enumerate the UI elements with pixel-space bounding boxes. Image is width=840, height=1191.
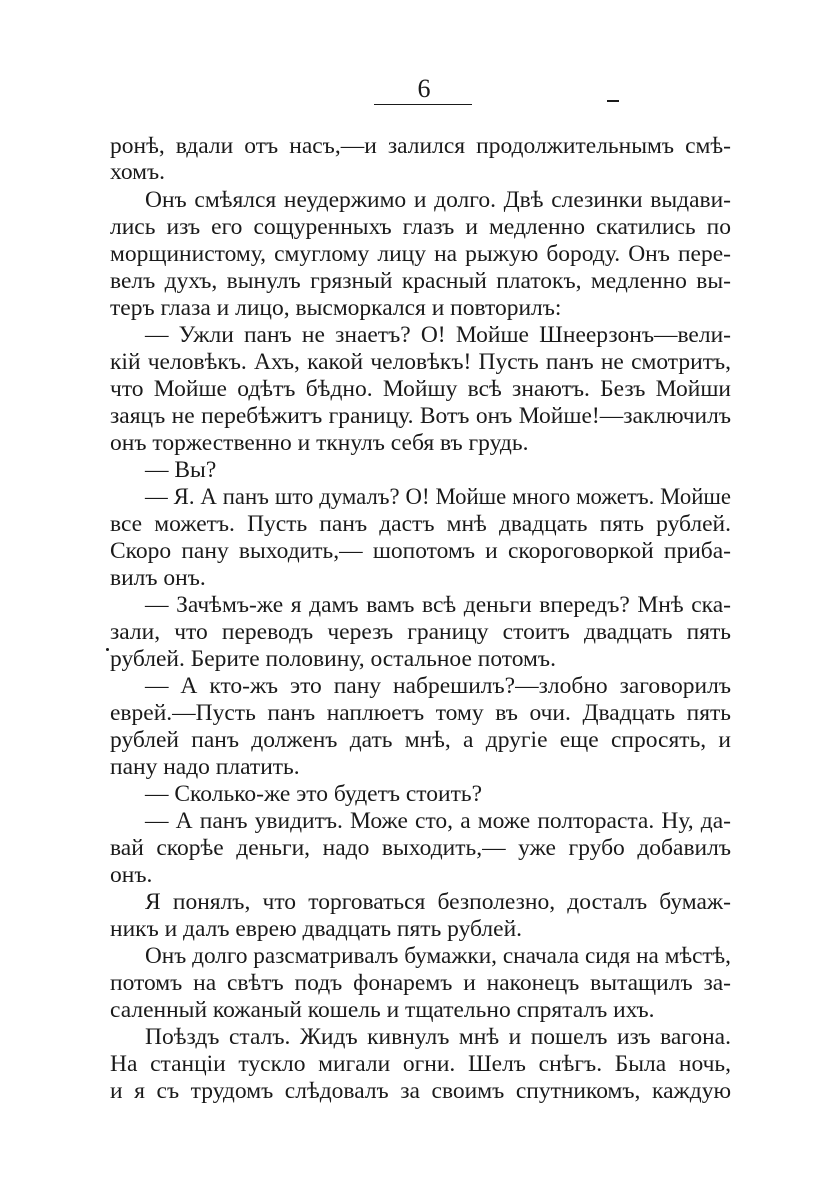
text-line: рублей. Берите половину, остальное потомъ.	[110, 646, 556, 672]
text-line: пану надо платить.	[110, 754, 300, 780]
text-line: еврей.—Пусть панъ наплюетъ тому въ очи. Двадцать пять	[110, 700, 731, 726]
text-line: хомъ.	[110, 159, 166, 185]
text-line: онъ.	[110, 862, 153, 888]
text-line: заяцъ не перебѣжитъ границу. Вотъ онъ Мойше!—заключилъ	[110, 403, 731, 429]
text-line: ронѣ, вдали отъ насъ,—и залился продолжительнымъ смѣ-	[110, 133, 731, 159]
page-number: 6	[417, 74, 431, 103]
text-line: кій человѣкъ. Ахъ, какой человѣкъ! Пусть панъ не смотритъ,	[110, 349, 731, 375]
text-line: онъ торжественно и ткнулъ себя въ грудь.	[110, 430, 529, 456]
text-line: — А панъ увидитъ. Може сто, а може полтораста. Ну, да-	[145, 808, 731, 834]
text-line: Онъ долго разсматривалъ бумажки, сначала сидя на мѣстѣ,	[145, 943, 731, 969]
text-line: Онъ смѣялся неудержимо и долго. Двѣ слезинки выдави-	[145, 187, 731, 213]
text-line: — Сколько-же это будетъ стоить?	[145, 781, 483, 807]
header-mark	[607, 100, 619, 102]
text-line: вилъ онъ.	[110, 565, 206, 591]
text-line: На станціи тускло мигали огни. Шелъ снѣгъ. Была ночь,	[110, 1051, 731, 1077]
text-line: и я съ трудомъ слѣдовалъ за своимъ спутникомъ, каждую	[110, 1078, 731, 1104]
text-line: рублей панъ долженъ дать мнѣ, а другіе еще спросять, и	[110, 727, 731, 753]
header-rule	[374, 104, 472, 105]
text-line: лись изъ его сощуренныхъ глазъ и медленно скатились по	[110, 214, 731, 240]
text-line: Я понялъ, что торговаться безполезно, досталъ бумаж-	[145, 889, 731, 915]
text-line: теръ глаза и лицо, высморкался и повторилъ:	[110, 295, 562, 321]
text-line: никъ и далъ еврею двадцать пять рублей.	[110, 916, 523, 942]
text-line: — Я. А панъ што думалъ? О! Мойше много можетъ. Мойше	[145, 484, 731, 509]
text-line: Скоро пану выходить,— шопотомъ и скороговоркой приба-	[110, 538, 731, 564]
margin-dot	[106, 648, 109, 651]
text-line: — Вы?	[145, 457, 217, 483]
text-line: морщинистому, смуглому лицу на рыжую бороду. Онъ пере-	[110, 241, 731, 267]
text-line: саленный кожаный кошель и тщательно спряталъ ихъ.	[110, 997, 655, 1023]
text-line: — А кто-жъ это пану набрешилъ?—злобно заговорилъ	[145, 673, 731, 699]
text-line: что Мойше одѣтъ бѣдно. Мойшу всѣ знаютъ. Безъ Мойши	[110, 376, 731, 402]
text-line: все можетъ. Пусть панъ дастъ мнѣ двадцать пять рублей.	[110, 511, 731, 537]
text-line: велъ духъ, вынулъ грязный красный платокъ, медленно вы-	[110, 268, 731, 294]
text-line: потомъ на свѣтъ подъ фонаремъ и наконецъ вытащилъ за-	[110, 970, 731, 996]
text-line: — Ужли панъ не знаетъ? О! Мойше Шнеерзонъ—вели-	[145, 322, 731, 348]
text-line: зали, что переводъ черезъ границу стоитъ двадцать пять	[110, 619, 731, 645]
text-line: вай скорѣе деньги, надо выходить,— уже грубо добавилъ	[110, 835, 731, 861]
text-line: Поѣздъ сталъ. Жидъ кивнулъ мнѣ и пошелъ изъ вагона.	[145, 1024, 731, 1050]
text-line: — Зачѣмъ-же я дамъ вамъ всѣ деньги впередъ? Мнѣ ска-	[145, 592, 731, 618]
